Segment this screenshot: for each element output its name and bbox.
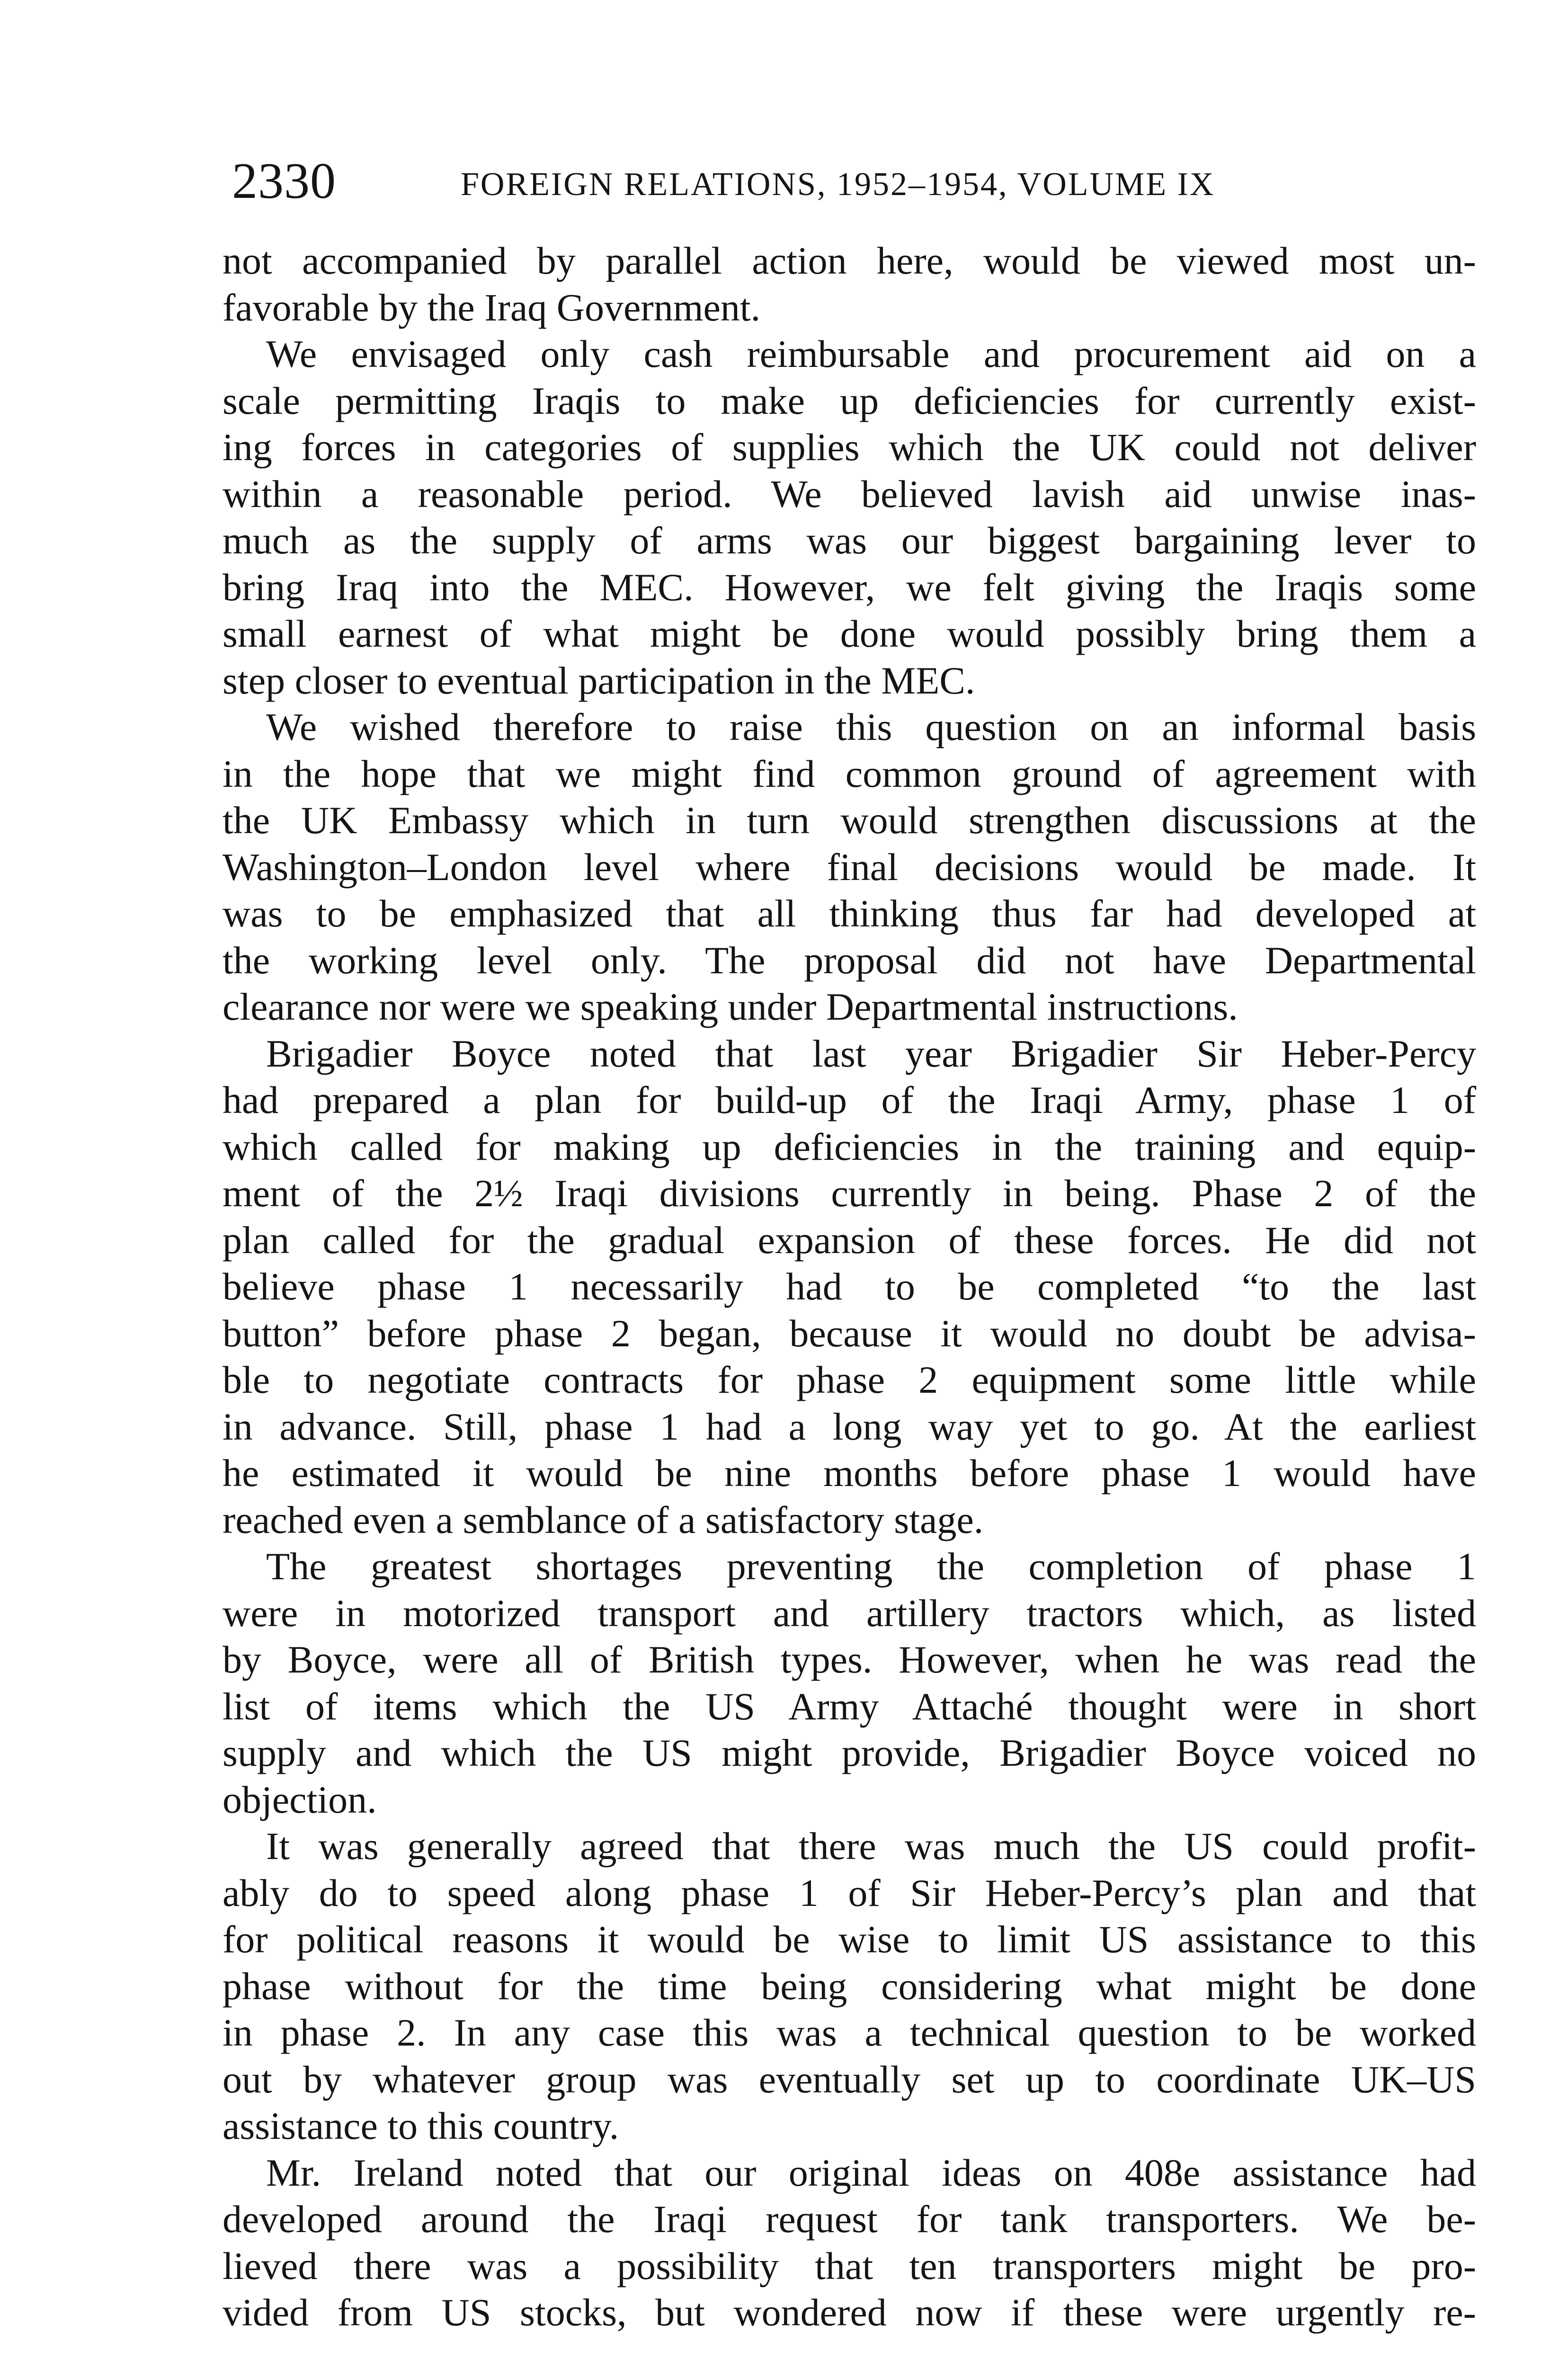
paragraph bbox=[223, 1543, 1476, 1823]
text-line: in the hope that we might find common ground of agreement with bbox=[223, 752, 1476, 795]
text-line: Brigadier Boyce noted that last year Brigadier Sir Heber-Percy bbox=[266, 1032, 1476, 1075]
page-number: 2330 bbox=[232, 153, 336, 209]
text-line: plan called for the gradual expansion of these forces. He did not bbox=[223, 1218, 1476, 1262]
text-line: It was generally agreed that there was much the US could profit- bbox=[266, 1824, 1476, 1868]
text-line: Mr. Ireland noted that our original ideas on 408e assistance had bbox=[266, 2151, 1476, 2194]
text-line: ably do to speed along phase 1 of Sir Heber-Percy’s plan and that bbox=[223, 1871, 1476, 1914]
text-line: ble to negotiate contracts for phase 2 equipment some little while bbox=[223, 1358, 1476, 1401]
text-line: list of items which the US Army Attaché thought were in short bbox=[223, 1684, 1476, 1728]
text-line: he estimated it would be nine months before phase 1 would have bbox=[223, 1451, 1476, 1495]
text-line: by Boyce, were all of British types. However, when he was read the bbox=[223, 1638, 1476, 1681]
text-line: was to be emphasized that all thinking thus far had developed at bbox=[223, 892, 1476, 935]
text-line: developed around the Iraqi request for tank transporters. We be- bbox=[223, 2198, 1476, 2241]
text-line: which called for making up deficiencies in the training and equip- bbox=[223, 1125, 1476, 1168]
paragraph bbox=[223, 1823, 1476, 2150]
text-line: not accompanied by parallel action here, would be viewed most un- bbox=[223, 239, 1476, 282]
page-header bbox=[232, 151, 1482, 212]
paragraph bbox=[223, 331, 1476, 704]
paragraph bbox=[223, 238, 1476, 331]
paragraph bbox=[223, 1031, 1476, 1544]
text-line: for political reasons it would be wise to limit US assistance to this bbox=[223, 1918, 1476, 1961]
text-line: assistance to this country. bbox=[223, 2104, 619, 2147]
text-line: bring Iraq into the MEC. However, we felt giving the Iraqis some bbox=[223, 565, 1476, 609]
text-line: scale permitting Iraqis to make up deficiencies for currently exist- bbox=[223, 379, 1476, 422]
text-line: Washington–London level where final decisions would be made. It bbox=[223, 845, 1476, 889]
text-line: objection. bbox=[223, 1778, 377, 1821]
text-line: supply and which the US might provide, Brigadier Boyce voiced no bbox=[223, 1731, 1476, 1774]
text-line: much as the supply of arms was our biggest bargaining lever to bbox=[223, 519, 1476, 562]
text-line: We envisaged only cash reimbursable and procurement aid on a bbox=[266, 332, 1476, 375]
text-line: phase without for the time being considering what might be done bbox=[223, 1964, 1476, 2008]
text-line: step closer to eventual participation in the MEC. bbox=[223, 658, 975, 702]
text-line: believe phase 1 necessarily had to be completed “to the last bbox=[223, 1265, 1476, 1308]
paragraph bbox=[223, 704, 1476, 1031]
text-line: ing forces in categories of supplies which the UK could not deliver bbox=[223, 426, 1476, 469]
text-line: We wished therefore to raise this question on an informal basis bbox=[266, 705, 1476, 748]
text-line: within a reasonable period. We believed lavish aid unwise inas- bbox=[223, 472, 1476, 516]
text-line: had prepared a plan for build-up of the Iraqi Army, phase 1 of bbox=[223, 1078, 1476, 1121]
text-line: ment of the 2½ Iraqi divisions currently in being. Phase 2 of the bbox=[223, 1172, 1476, 1215]
text-line: were in motorized transport and artillery tractors which, as listed bbox=[223, 1591, 1476, 1635]
body-text bbox=[223, 238, 1476, 2336]
text-line: vided from US stocks, but wondered now if these were urgently re- bbox=[223, 2291, 1476, 2334]
text-line: button” before phase 2 began, because it would no doubt be advisa- bbox=[223, 1311, 1476, 1355]
text-line: the working level only. The proposal did not have Departmental bbox=[223, 938, 1476, 982]
text-line: in phase 2. In any case this was a technical question to be worked bbox=[223, 2011, 1476, 2054]
paragraph bbox=[223, 2150, 1476, 2336]
text-line: The greatest shortages preventing the completion of phase 1 bbox=[266, 1545, 1476, 1588]
text-line: the UK Embassy which in turn would strengthen discussions at the bbox=[223, 799, 1476, 842]
text-line: lieved there was a possibility that ten transporters might be pro- bbox=[223, 2244, 1476, 2287]
text-line: clearance nor were we speaking under Departmental instructions. bbox=[223, 985, 1238, 1028]
text-line: small earnest of what might be done would possibly bring them a bbox=[223, 612, 1476, 655]
running-head: FOREIGN RELATIONS, 1952–1954, VOLUME IX bbox=[461, 166, 1215, 203]
text-line: out by whatever group was eventually set up to coordinate UK–US bbox=[223, 2057, 1476, 2101]
text-line: in advance. Still, phase 1 had a long way yet to go. At the earliest bbox=[223, 1405, 1476, 1448]
text-line: favorable by the Iraq Government. bbox=[223, 285, 761, 329]
text-line: reached even a semblance of a satisfactory stage. bbox=[223, 1498, 984, 1541]
